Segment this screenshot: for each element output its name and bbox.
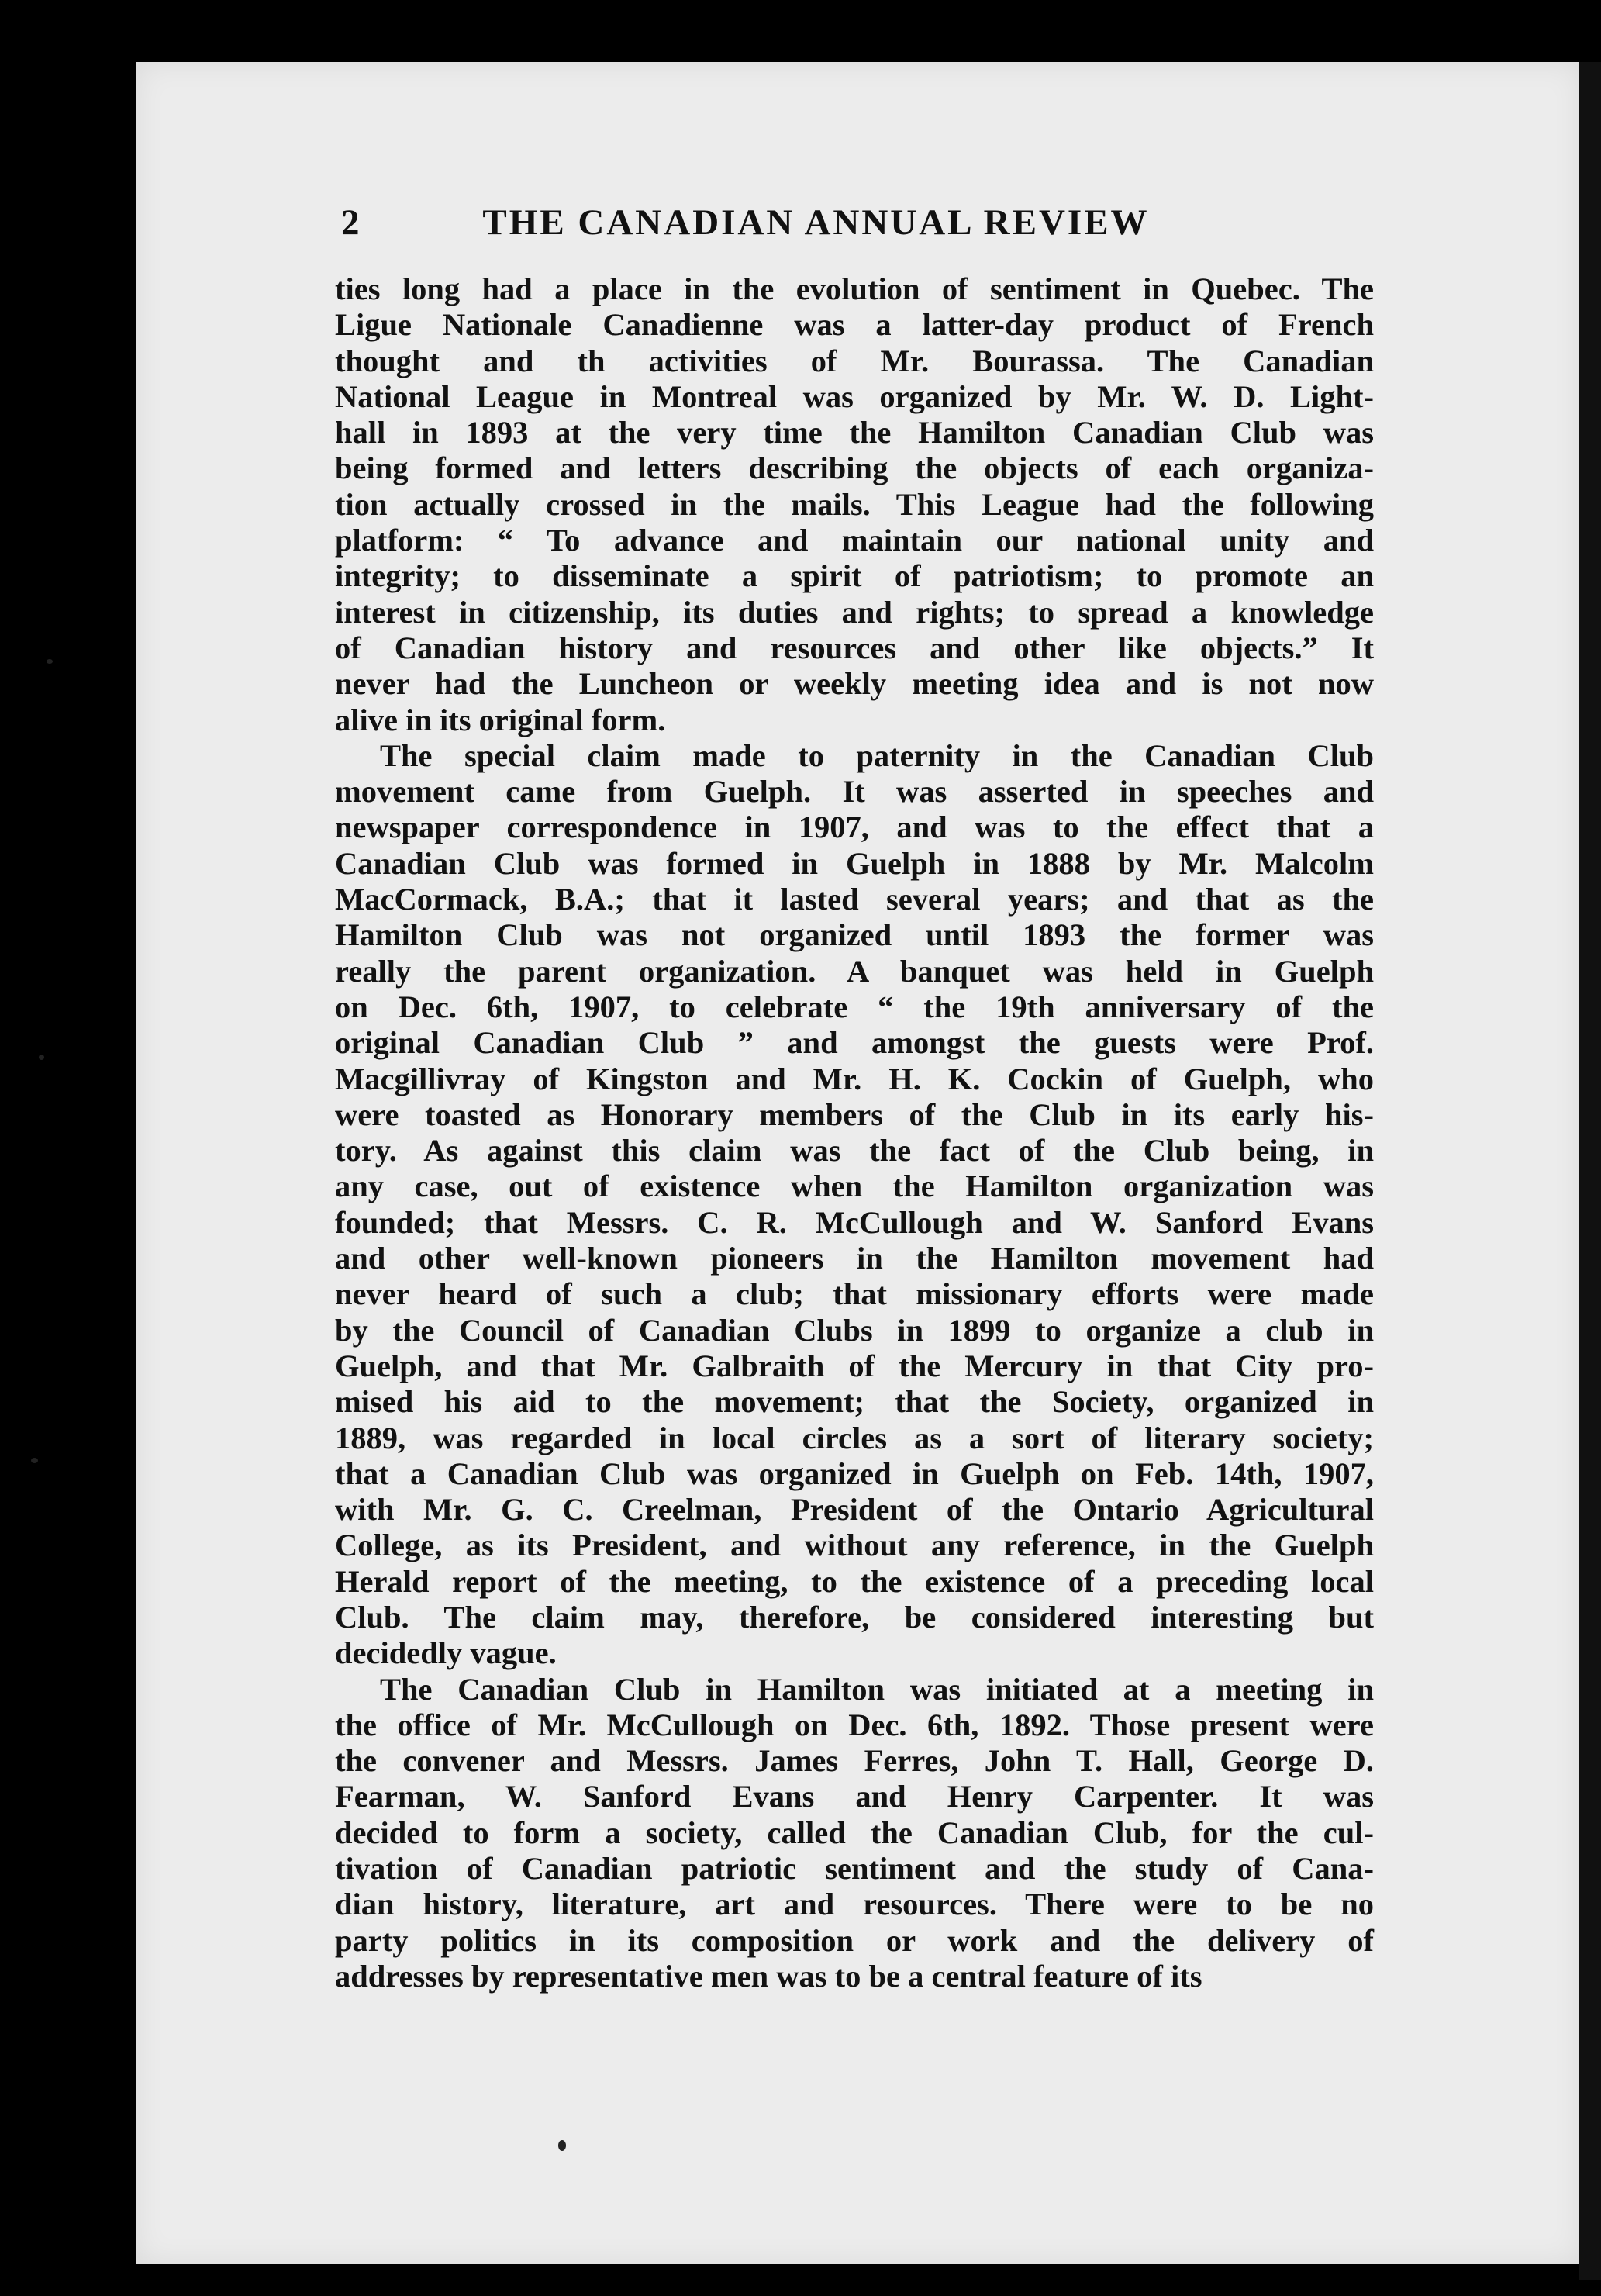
- text-line: the office of Mr. McCullough on Dec. 6th, 1892. Those present were: [335, 1707, 1374, 1742]
- page-number: 2: [341, 202, 360, 243]
- text-line: that a Canadian Club was organized in Guelph on Feb. 14th, 1907,: [335, 1455, 1374, 1491]
- paragraph: [335, 271, 1374, 738]
- page-edge-shadow: [1579, 62, 1601, 2280]
- text-line: Ligue Nationale Canadienne was a latter-day product of French: [335, 307, 1374, 343]
- scan-speck: [47, 659, 53, 664]
- text-line: integrity; to disseminate a spirit of patriotism; to promote an: [335, 558, 1374, 594]
- text-line: decidedly vague.: [335, 1635, 557, 1671]
- text-line: dian history, literature, art and resources. There were to be no: [335, 1887, 1374, 1922]
- text-line: addresses by representative men was to be a central feature of its: [335, 1958, 1202, 1994]
- text-line: never heard of such a club; that missionary efforts were made: [335, 1276, 1374, 1312]
- text-line: platform: “ To advance and maintain our national unity and: [335, 523, 1374, 558]
- paragraph: [335, 1672, 1374, 1995]
- text-line: ties long had a place in the evolution of sentiment in Quebec. The: [335, 271, 1374, 306]
- text-line: party politics in its composition or work and the delivery of: [335, 1922, 1374, 1958]
- text-line: Herald report of the meeting, to the existence of a preceding local: [335, 1563, 1374, 1599]
- text-line: tivation of Canadian patriotic sentiment and the study of Cana-: [335, 1851, 1374, 1887]
- text-line: Hamilton Club was not organized until 1893 the former was: [335, 917, 1374, 953]
- text-line: 1889, was regarded in local circles as a sort of literary society;: [335, 1420, 1374, 1455]
- text-line: the convener and Messrs. James Ferres, John T. Hall, George D.: [335, 1743, 1374, 1779]
- text-line: thought and th activities of Mr. Bourassa. The Canadian: [335, 343, 1374, 378]
- text-line: tory. As against this claim was the fact of the Club being, in: [335, 1133, 1374, 1169]
- text-line: The Canadian Club in Hamilton was initiated at a meeting in: [380, 1671, 1374, 1707]
- scan-speck: [31, 1458, 38, 1463]
- page-header: [341, 202, 1233, 243]
- text-line: College, as its President, and without any reference, in the Guelph: [335, 1528, 1374, 1563]
- text-line: never had the Luncheon or weekly meeting idea and is not now: [335, 666, 1374, 702]
- text-line: interest in citizenship, its duties and rights; to spread a knowledge: [335, 594, 1374, 630]
- paragraph: [335, 738, 1374, 1672]
- text-line: by the Council of Canadian Clubs in 1899 to organize a club in: [335, 1312, 1374, 1348]
- text-line: The special claim made to paternity in the Canadian Club: [380, 737, 1374, 773]
- text-line: Canadian Club was formed in Guelph in 1888 by Mr. Malcolm: [335, 845, 1374, 881]
- text-line: Fearman, W. Sanford Evans and Henry Carpenter. It was: [335, 1779, 1374, 1814]
- text-line: MacCormack, B.A.; that it lasted several years; and that as the: [335, 882, 1374, 917]
- scan-speck: [39, 1055, 44, 1060]
- running-head: THE CANADIAN ANNUAL REVIEW: [482, 202, 1150, 243]
- text-line: with Mr. G. C. Creelman, President of the Ontario Agricultural: [335, 1492, 1374, 1528]
- text-line: and other well-known pioneers in the Hamilton movement had: [335, 1241, 1374, 1276]
- text-line: Guelph, and that Mr. Galbraith of the Mercury in that City pro-: [335, 1348, 1374, 1383]
- text-line: founded; that Messrs. C. R. McCullough and W. Sanford Evans: [335, 1204, 1374, 1240]
- text-line: original Canadian Club ” and amongst the guests were Prof.: [335, 1025, 1374, 1061]
- text-line: hall in 1893 at the very time the Hamilton Canadian Club was: [335, 415, 1374, 451]
- text-line: on Dec. 6th, 1907, to celebrate “ the 19th anniversary of the: [335, 989, 1374, 1024]
- scan-speck: [558, 2140, 566, 2151]
- text-line: decided to form a society, called the Canadian Club, for the cul-: [335, 1814, 1374, 1850]
- text-line: Club. The claim may, therefore, be considered interesting but: [335, 1599, 1374, 1635]
- text-line: were toasted as Honorary members of the Club in its early his-: [335, 1096, 1374, 1132]
- text-line: National League in Montreal was organized by Mr. W. D. Light-: [335, 378, 1374, 414]
- text-line: movement came from Guelph. It was asserted in speeches and: [335, 774, 1374, 810]
- text-line: mised his aid to the movement; that the Society, organized in: [335, 1384, 1374, 1420]
- text-line: really the parent organization. A banquet was held in Guelph: [335, 953, 1374, 989]
- body-text: [335, 271, 1374, 1994]
- text-line: being formed and letters describing the objects of each organiza-: [335, 451, 1374, 486]
- text-line: of Canadian history and resources and other like objects.” It: [335, 630, 1374, 665]
- text-line: newspaper correspondence in 1907, and was to the effect that a: [335, 810, 1374, 845]
- text-line: any case, out of existence when the Hamilton organization was: [335, 1169, 1374, 1204]
- text-line: alive in its original form.: [335, 702, 666, 737]
- text-line: tion actually crossed in the mails. This League had the following: [335, 486, 1374, 522]
- text-line: Macgillivray of Kingston and Mr. H. K. Cockin of Guelph, who: [335, 1061, 1374, 1096]
